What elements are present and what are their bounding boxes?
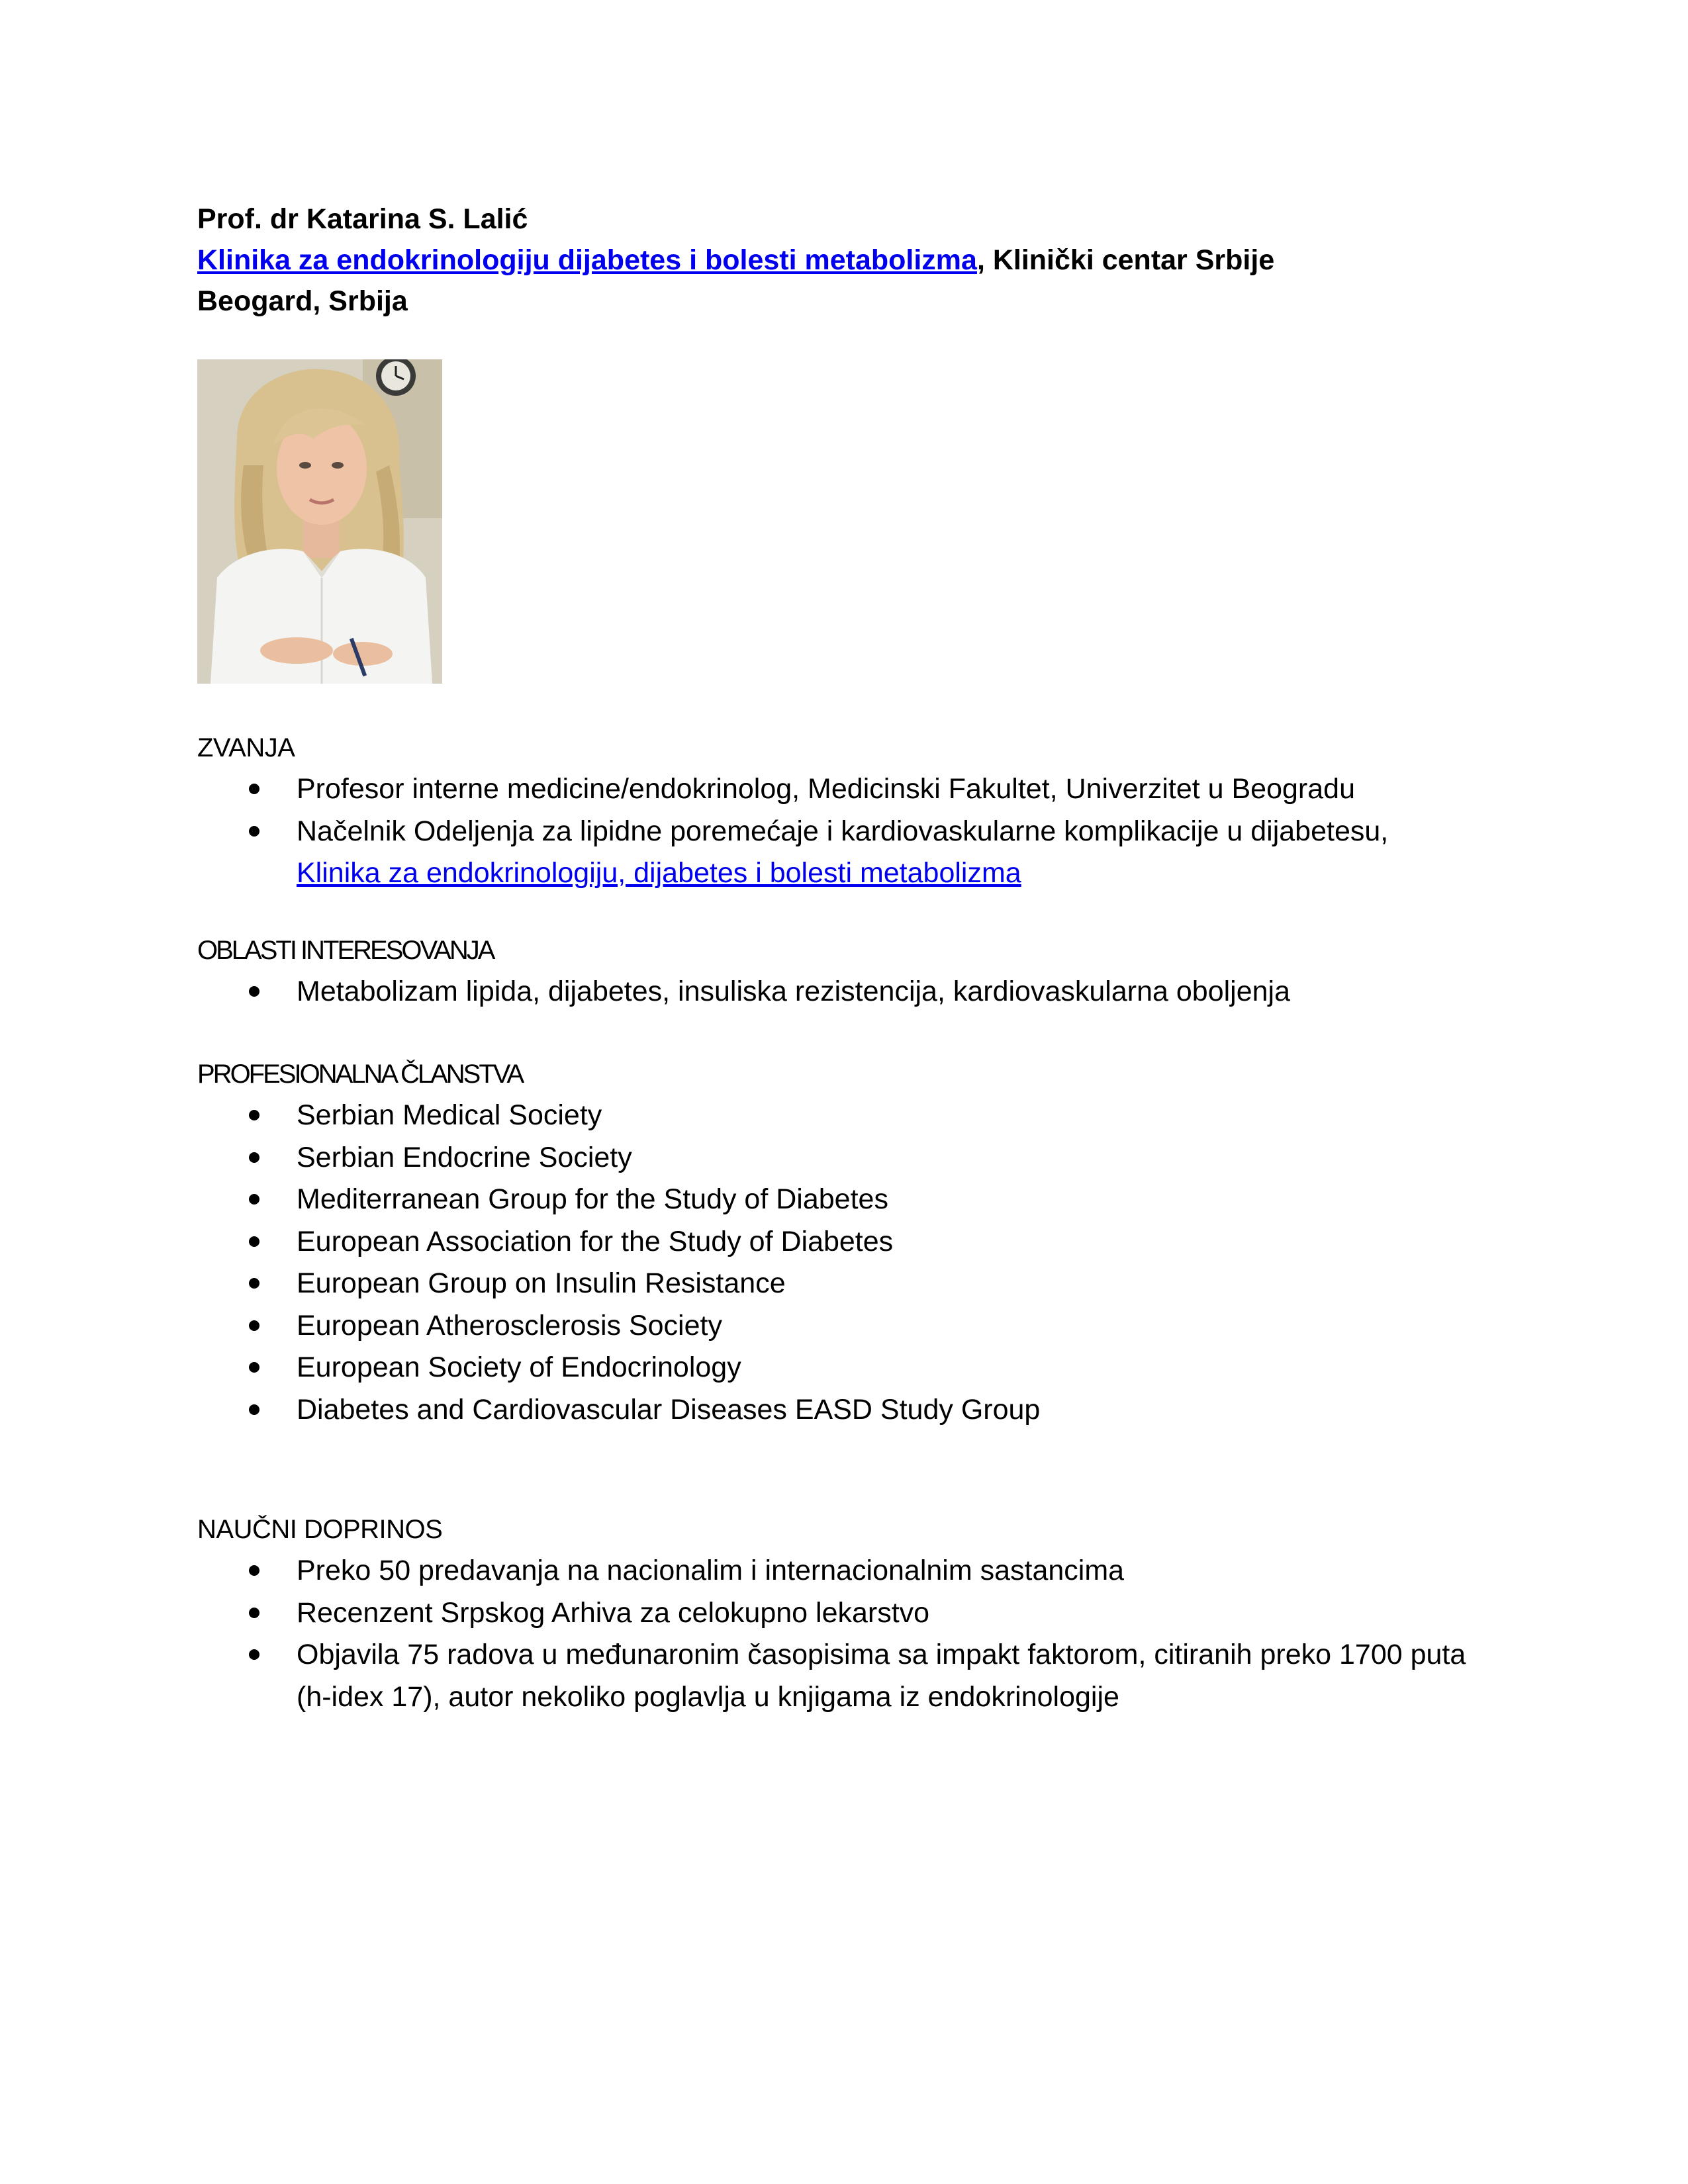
list-item — [197, 768, 1495, 811]
affiliation-line — [197, 240, 1495, 281]
list-item — [197, 1347, 1495, 1389]
list-item — [197, 1389, 1495, 1432]
list-item-text: Serbian Endocrine Society — [297, 1141, 632, 1173]
clanstva-list — [197, 1095, 1495, 1431]
section-title-oblasti: OBLASTI INTERESOVANJA — [197, 936, 494, 965]
list-item-text: European Atherosclerosis Society — [297, 1309, 722, 1342]
section-title-clanstva: PROFESIONALNA ČLANSTVA — [197, 1060, 523, 1089]
clinic-link-secondary[interactable]: Klinika za endokrinologiju, dijabetes i bolesti metabolizma — [297, 857, 1021, 889]
section-title-zvanja: ZVANJA — [197, 733, 295, 762]
location-line: Beogard, Srbija — [197, 285, 408, 317]
profile-header — [197, 199, 1495, 322]
section-title-doprinos: NAUČNI DOPRINOS — [197, 1515, 443, 1544]
list-item-text: Diabetes and Cardiovascular Diseases EASD Study Group — [297, 1393, 1041, 1426]
bullet-icon — [249, 1649, 259, 1660]
bullet-icon — [249, 1236, 259, 1247]
zvanja-list — [197, 768, 1495, 895]
list-item-text: Objavila 75 radova u međunaronim časopisima sa impakt faktorom, citiranih preko 1700 puta (h-idex 17), autor nekoliko poglavlja u knjigama iz endokrinologije — [297, 1639, 1466, 1713]
list-item — [197, 1550, 1495, 1592]
list-item — [197, 1137, 1495, 1179]
section-zvanja — [197, 727, 1495, 895]
bullet-icon — [249, 826, 259, 837]
list-item-text: Recenzent Srpskog Arhiva za celokupno lekarstvo — [297, 1596, 930, 1629]
profile-name: Prof. dr Katarina S. Lalić — [197, 203, 528, 235]
list-item — [197, 1592, 1495, 1635]
list-item — [197, 971, 1495, 1013]
list-item — [197, 1305, 1495, 1347]
list-item-text: Mediterranean Group for the Study of Diabetes — [297, 1183, 888, 1215]
bullet-icon — [249, 1278, 259, 1289]
list-item-text: Metabolizam lipida, dijabetes, insuliska rezistencija, kardiovaskularna oboljenja — [297, 976, 1291, 1007]
portrait-photo — [197, 359, 442, 684]
clinic-link[interactable]: Klinika za endokrinologiju dijabetes i bolesti metabolizma — [197, 244, 977, 276]
list-item-text: European Association for the Study of Diabetes — [297, 1225, 894, 1257]
section-doprinos — [197, 1509, 1495, 1718]
list-item — [197, 1221, 1495, 1263]
section-oblasti — [197, 930, 1495, 1013]
list-item — [197, 811, 1495, 895]
doprinos-list — [197, 1550, 1495, 1718]
list-item — [197, 1263, 1495, 1305]
bullet-icon — [249, 1320, 259, 1331]
bullet-icon — [249, 1608, 259, 1618]
list-item-text: European Group on Insulin Resistance — [297, 1267, 786, 1299]
bullet-icon — [249, 1362, 259, 1373]
list-item-text: European Society of Endocrinology — [297, 1351, 741, 1383]
list-item — [197, 1095, 1495, 1137]
bullet-icon — [249, 1194, 259, 1205]
section-clanstva — [197, 1054, 1495, 1431]
clinic-suffix: , Klinički centar Srbije — [976, 244, 1275, 276]
oblasti-list — [197, 971, 1495, 1013]
list-item-text: Serbian Medical Society — [297, 1099, 602, 1131]
bullet-icon — [249, 1565, 259, 1576]
list-item — [197, 1179, 1495, 1221]
bullet-icon — [249, 1152, 259, 1163]
bullet-icon — [249, 1110, 259, 1120]
list-item-text: Načelnik Odeljenja za lipidne poremećaje i kardiovaskularne komplikacije u dijabetesu, — [297, 815, 1389, 847]
list-item-text: Preko 50 predavanja na nacionalim i internacionalnim sastancima — [297, 1555, 1125, 1586]
list-item-text: Profesor interne medicine/endokrinolog, Medicinski Fakultet, Univerzitet u Beogradu — [297, 773, 1355, 805]
bullet-icon — [249, 986, 259, 997]
list-item — [197, 1634, 1495, 1718]
bullet-icon — [249, 1404, 259, 1415]
bullet-icon — [249, 784, 259, 794]
